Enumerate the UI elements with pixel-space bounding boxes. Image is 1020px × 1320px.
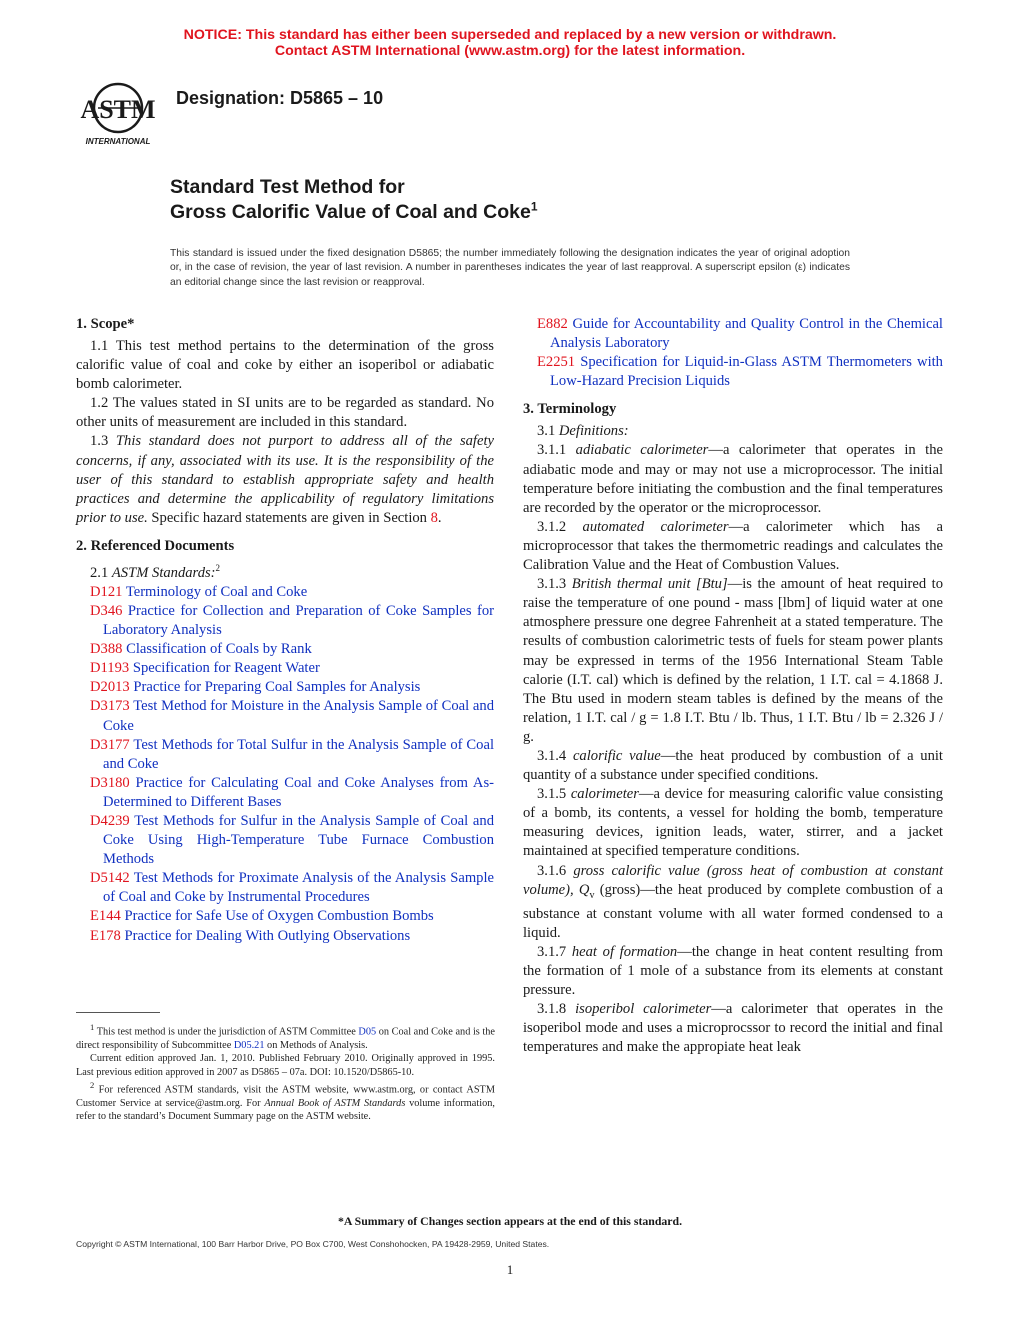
scope-1-2: 1.2 The values stated in SI units are to be regarded as standard. No other units of measurement are included in this standard. [76, 395, 494, 431]
document-title [170, 175, 538, 225]
ref-item[interactable]: D121 Terminology of Coal and Coke [90, 583, 308, 600]
subcommittee-link[interactable]: D05.21 [233, 1039, 265, 1051]
ref-item[interactable]: E2251 Specification for Liquid-in-Glass ASTM Thermometers with Low-Hazard Precision Liquids [537, 354, 943, 390]
logo-letters: ASTM [80, 95, 156, 124]
footnote-1-edition: Current edition approved Jan. 1, 2010. Published February 2010. Originally approved in 1995. Last previous edition approved in 2007 as D5865 – 07a. DOI: 10.1520/D5865-10. [76, 1053, 495, 1078]
notice-line-2: Contact ASTM International (www.astm.org) for the latest information. [274, 43, 746, 59]
ref-item[interactable]: E882 Guide for Accountability and Quality Control in the Chemical Analysis Laboratory [537, 316, 943, 352]
astm-standards-label: 2.1 ASTM Standards:$^2$ [90, 562, 221, 581]
definition-item: 3.1.7 heat of formation—the change in heat content resulting from the formation of 1 mole of a substance from its elements at constant pressure. [523, 943, 943, 998]
astm-logo [76, 78, 160, 148]
issuance-statement: This standard is issued under the fixed designation D5865; the number immediately following the designation indicates the year of original adoption or, in the case of revision, the year of last revision. A number in parentheses indicates the year of last reapproval. A superscript epsilon (ε) indicates an editorial change since the last revision or reapproval. [170, 248, 850, 288]
definition-item: 3.1.8 isoperibol calorimeter—a calorimeter that operates in the isoperibol mode and uses a microprocssor to record the initial and final temperatures and make the appropiate heat leak [523, 1001, 943, 1056]
ref-item[interactable]: D5142 Test Methods for Proximate Analysis of the Analysis Sample of Coal and Coke by Instrumental Procedures [90, 870, 494, 906]
ref-item[interactable]: D1193 Specification for Reagent Water [90, 660, 320, 677]
ref-item[interactable]: D346 Practice for Collection and Preparation of Coke Samples for Laboratory Analysis [90, 602, 494, 639]
footnote-divider [76, 1012, 160, 1013]
left-column [76, 315, 494, 946]
withdrawn-notice [0, 27, 1020, 59]
definition-item: 3.1.4 calorific value—the heat produced by combustion of a unit quantity of a substance under specified conditions. [523, 747, 943, 784]
committee-d05-link[interactable]: D05 [358, 1026, 377, 1038]
ref-item[interactable]: D2013 Practice for Preparing Coal Samples for Analysis [90, 679, 421, 696]
logo-international: INTERNATIONAL [85, 137, 151, 146]
designation: Designation: D5865 – 10 [176, 88, 384, 108]
referenced-documents-heading: 2. Referenced Documents [76, 537, 235, 554]
scope-1-3: 1.3 This standard does not purport to address all of the safety concerns, if any, associated with its use. It is the responsibility of the user of this standard to establish appropriate safety and health practices and determine the applicability of regulatory limitations prior to use. Specific hazard statements are given in Section 8. [76, 433, 494, 526]
notice-line-1: NOTICE: This standard has either been superseded and replaced by a new version or withdrawn. [183, 27, 837, 43]
ref-item[interactable]: E178 Practice for Dealing With Outlying Observations [90, 927, 411, 944]
scope-heading: 1. Scope* [76, 316, 135, 332]
definition-item: 3.1.5 calorimeter—a device for measuring calorific value consisting of a bomb, its contents, a vessel for holding the bomb, temperature measuring devices, ignition leads, water, stirrer, and a jacket maintained at specified temperature conditions. [523, 786, 943, 860]
footnote-1: $^1$ This test method is under the jurisdiction of ASTM Committee D05 on Coal and Coke and is the direct responsibility of Subcommittee D05.21 on Methods of Analysis. [76, 1022, 495, 1051]
footnotes [76, 1021, 495, 1124]
terminology-heading: 3. Terminology [523, 401, 617, 418]
summary-of-changes-note: *A Summary of Changes section appears at the end of this standard. [337, 1214, 683, 1228]
ref-item[interactable]: D3173 Test Method for Moisture in the Analysis Sample of Coal and Coke [90, 698, 494, 734]
ref-item[interactable]: D4239 Test Methods for Sulfur in the Analysis Sample of Coal and Coke Using High-Temperature Tube Furnace Combustion Methods [90, 813, 494, 868]
section-8-link[interactable]: 8 [430, 509, 438, 526]
ref-item[interactable]: E144 Practice for Safe Use of Oxygen Combustion Bombs [90, 908, 434, 925]
scope-1-1: 1.1 This test method pertains to the determination of the gross calorific value of coal and coke by either an isoperibol or adiabatic bomb calorimeter. [76, 338, 494, 393]
copyright-line: Copyright © ASTM International, 100 Barr Harbor Drive, PO Box C700, West Conshohocken, PA 19428-2959, United States. [76, 1239, 550, 1249]
definition-item: 3.1.3 British thermal unit [Btu]—is the amount of heat required to raise the temperature of one pound - mass [lbm] of liquid water at one atmosphere pressure one degree Fahrenheit at a stated temperature. The results of combustion calorimetric tests of fuels for steam power plants may be expressed in terms of the 1956 International Steam Table calorie (I.T. cal) which is defined by the relation, 1 I.T. cal = 4.1868 J. The Btu used in modern steam tables is defined by the means of the relation, 1 I.T. cal / g = 1.8 I.T. Btu / lb. Thus, 1 I.T. Btu / lb = 2.326 J / g. [523, 576, 943, 745]
title-footnote-mark: 1 [530, 199, 538, 214]
definition-item: 3.1.6 gross calorific value (gross heat of combustion at constant volume), $Q_v$ (gross)—the heat produced by complete combustion of a substance at constant volume with all water formed condensed to a liquid. [523, 862, 943, 941]
page-number: 1 [506, 1262, 514, 1277]
definitions-label: 3.1 Definitions: [537, 423, 629, 440]
ref-item[interactable]: D388 Classification of Coals by Rank [90, 641, 312, 658]
definition-item: 3.1.2 automated calorimeter—a calorimeter which has a microprocessor that takes the thermometric readings and calculates the Calibration Value and the Heat of Combustion Values. [523, 518, 943, 574]
definition-item: 3.1.1 adiabatic calorimeter—a calorimeter that operates in the adiabatic mode and may or may not use a microprocessor. The initial temperature before initiating the combustion and the final temperatures are recorded by the operator or the microprocessor. [523, 442, 943, 516]
right-column [523, 315, 943, 1057]
title-line-1: Standard Test Method for [170, 176, 405, 198]
title-line-2: Gross Calorific Value of Coal and Coke$^1$ [170, 199, 538, 223]
ref-item[interactable]: D3180 Practice for Calculating Coal and Coke Analyses from As-Determined to Different Bases [90, 774, 495, 810]
ref-item[interactable]: D3177 Test Methods for Total Sulfur in the Analysis Sample of Coal and Coke [90, 736, 494, 772]
footnote-2: $^2$ For referenced ASTM standards, visit the ASTM website, www.astm.org, or contact ASTM Customer Service at service@astm.org. For Annual Book of ASTM Standards volume information, refer to the standard’s Document Summary page on the ASTM website. [76, 1080, 495, 1123]
